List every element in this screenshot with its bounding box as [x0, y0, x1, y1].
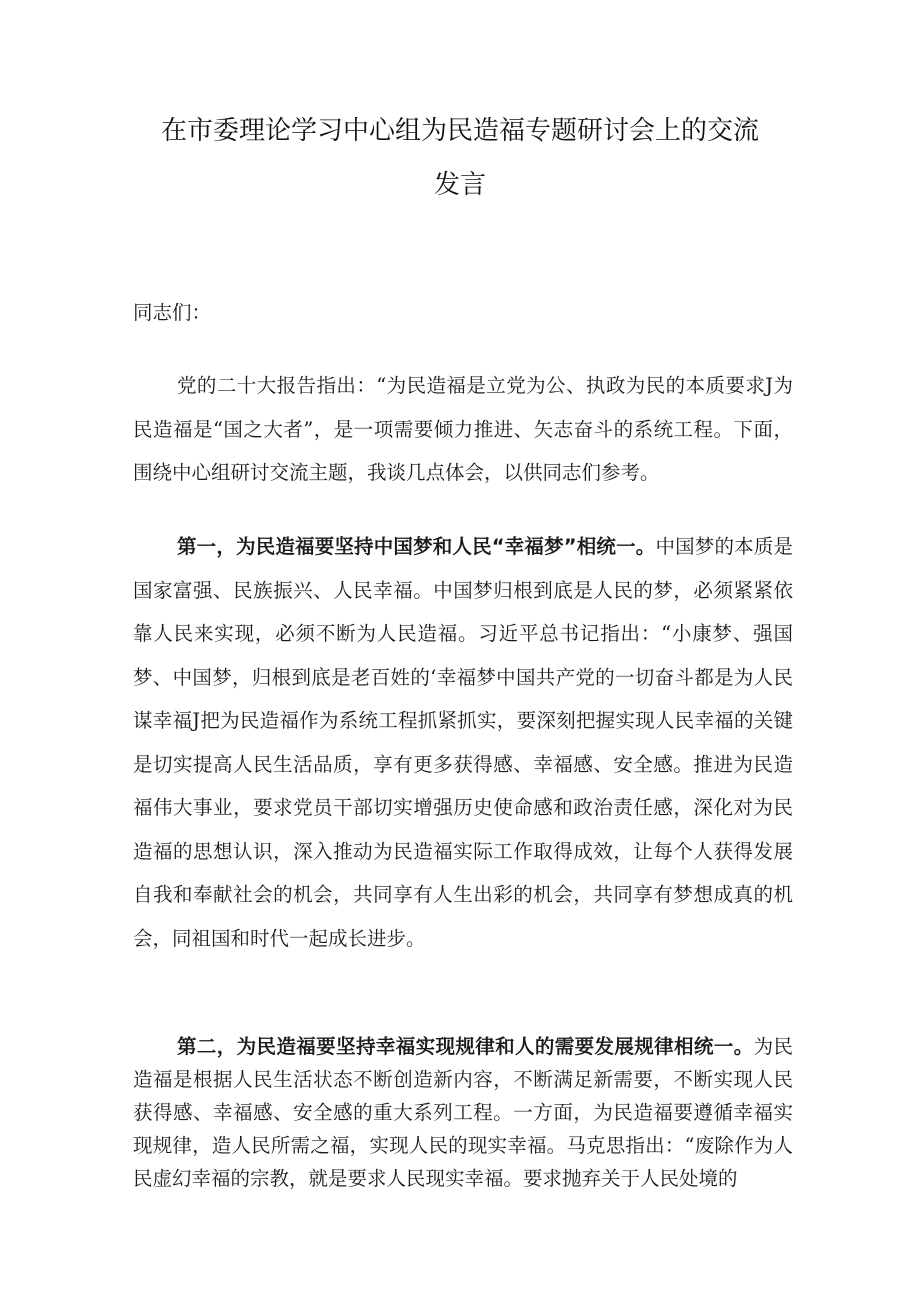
paragraph-second-point	[133, 1030, 793, 1195]
document-title-line2: 发言	[433, 170, 486, 200]
paragraph-first-point	[133, 525, 793, 960]
paragraph-intro: 党的二十大报告指出：“为民造福是立党为公、执政为民的本质要求J为民造福是“国之大者”，是一项需要倾力推进、矢志奋斗的系统工程。下面，围绕中心组研讨交流主题，我谈几点体会，以供同志们参考。	[133, 374, 793, 484]
paragraph-first-point-heading: 第一，为民造福要坚持中国梦和人民“幸福梦”相统一。	[177, 535, 656, 558]
salutation: 同志们：	[133, 301, 212, 324]
paragraph-second-point-heading: 第二，为民造福要坚持幸福实现规律和人的需要发展规律相统一。	[177, 1035, 754, 1058]
paragraph-first-point-body: 中国梦的本质是国家富强、民族振兴、人民幸福。中国梦归根到底是人民的梦，必须紧紧依靠人民来实现，必须不断为人民造福。习近平总书记指出：“小康梦、强国梦、中国梦，归根到底是老百姓的‘幸福梦中国共产党的一切奋斗都是为人民谋幸福J把为民造福作为系统工程抓紧抓实，要深刻把握实现人民幸福的关键是切实提高人民生活品质，享有更多获得感、幸福感、安全感。推进为民造福伟大事业，要求党员干部切实增强历史使命感和政治责任感，深化对为民造福的思想认识，深入推动为民造福实际工作取得成效，让每个人获得发展自我和奉献社会的机会，共同享有人生出彩的机会，共同享有梦想成真的机会，同祖国和时代一起成长进步。	[133, 535, 793, 950]
paragraph-second-point-body: 为民造福是根据人民生活状态不断创造新内容，不断满足新需要，不断实现人民获得感、幸福感、安全感的重大系列工程。一方面，为民造福要遵循幸福实现规律，造人民所需之福，实现人民的现实幸福。马克思指出：“废除作为人民虚幻幸福的宗教，就是要求人民现实幸福。要求抛弃关于人民处境的	[133, 1035, 793, 1190]
document-title-line1: 在市委理论学习中心组为民造福专题研讨会上的交流	[160, 116, 759, 146]
